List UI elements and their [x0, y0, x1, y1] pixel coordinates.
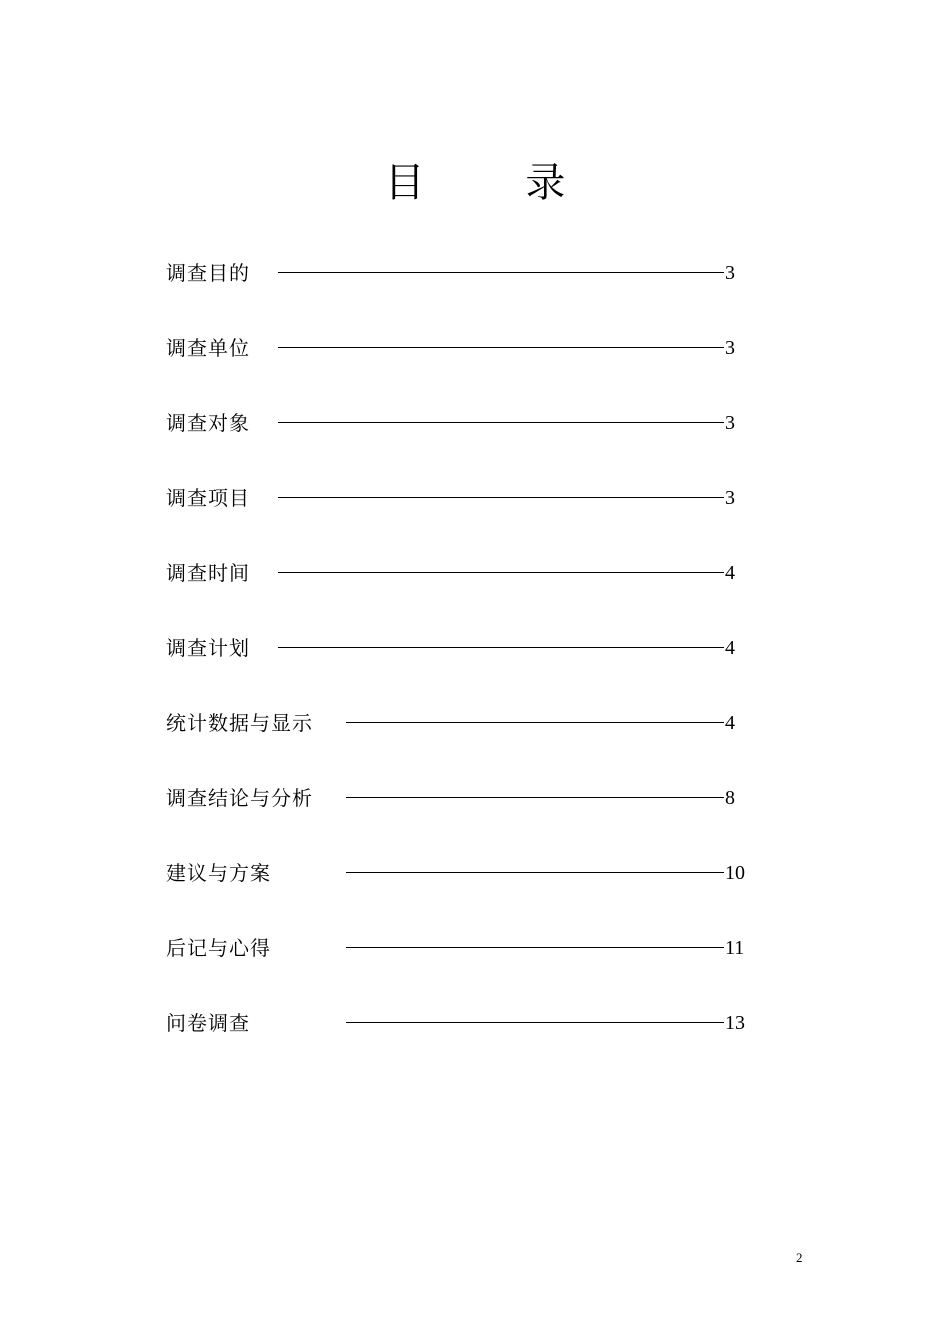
toc-entry-label: 调查时间 — [166, 561, 250, 585]
toc-entry-label: 调查计划 — [166, 636, 250, 660]
toc-entry — [166, 553, 786, 628]
toc-leader-line — [346, 928, 724, 968]
toc-entry-label: 调查对象 — [166, 411, 250, 435]
toc-entry-page: 4 — [725, 562, 735, 584]
toc-entry-label: 调查单位 — [166, 336, 250, 360]
toc-entry-page: 3 — [725, 337, 735, 359]
toc-entry — [166, 403, 786, 478]
toc-entry-page: 4 — [725, 637, 735, 659]
toc-entry-label: 问卷调查 — [166, 1011, 250, 1035]
toc-entry-page: 3 — [725, 412, 735, 434]
toc-leader-line — [278, 553, 724, 593]
toc-entry — [166, 853, 786, 928]
toc-entry — [166, 703, 786, 778]
toc-entry-page: 11 — [725, 937, 745, 959]
toc-entry-page: 3 — [725, 487, 735, 509]
toc-leader-line — [346, 853, 724, 893]
toc-entry-page: 13 — [725, 1012, 745, 1034]
toc-entry — [166, 253, 786, 328]
table-of-contents — [166, 253, 786, 1078]
toc-leader-line — [346, 778, 724, 818]
toc-entry-label: 调查项目 — [166, 486, 250, 510]
toc-entry-page: 3 — [725, 262, 735, 284]
toc-entry-label: 后记与心得 — [166, 936, 271, 960]
page-number: 2 — [796, 1250, 803, 1265]
toc-entry-label: 调查目的 — [166, 261, 250, 285]
toc-entry-page: 8 — [725, 787, 735, 809]
page-title: 目 录 — [384, 160, 610, 206]
toc-entry-label: 建议与方案 — [166, 861, 271, 885]
toc-entry — [166, 928, 786, 1003]
toc-entry — [166, 778, 786, 853]
toc-leader-line — [346, 703, 724, 743]
toc-entry — [166, 628, 786, 703]
toc-leader-line — [278, 328, 724, 368]
toc-leader-line — [346, 1003, 724, 1043]
toc-leader-line — [278, 253, 724, 293]
toc-entry — [166, 1003, 786, 1078]
toc-entry-label: 调查结论与分析 — [166, 786, 313, 810]
toc-leader-line — [278, 403, 724, 443]
toc-entry-page: 10 — [725, 862, 745, 884]
toc-entry-label: 统计数据与显示 — [166, 711, 313, 735]
toc-leader-line — [278, 478, 724, 518]
toc-entry — [166, 478, 786, 553]
toc-entry — [166, 328, 786, 403]
toc-leader-line — [278, 628, 724, 668]
toc-entry-page: 4 — [725, 712, 735, 734]
